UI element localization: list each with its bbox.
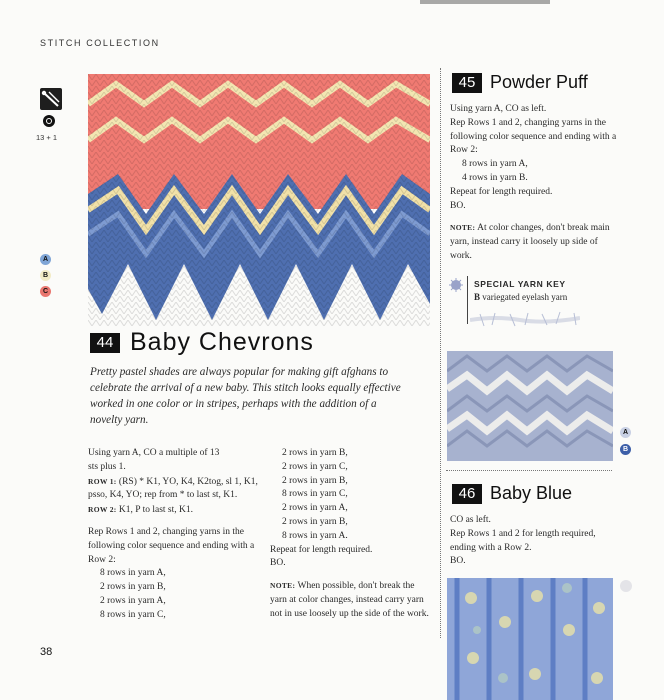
section-header: STITCH COLLECTION: [40, 38, 160, 48]
section-divider: [446, 470, 612, 471]
pattern-45-note: [450, 221, 620, 263]
row-1-text: (RS) * K1, YO, K4, K2tog, sl 1, K1, psso, K4, YO; rep from * to last st, K1.: [88, 476, 258, 501]
color-sequence-item: 2 rows in yarn A,: [100, 595, 166, 606]
yarn-key-letter: B: [474, 292, 481, 302]
instruction-line: Rep Rows 1 and 2 for length required, ending with a Row 2.: [450, 528, 596, 553]
pattern-44-left-column: [88, 447, 258, 623]
baby-blue-swatch-photo: [447, 578, 613, 700]
row-1-instruction: [88, 475, 258, 504]
row-2-label: ROW 2:: [88, 505, 117, 515]
yarn-key-desc: variegated eyelash yarn: [482, 292, 568, 302]
color-sequence-item: 2 rows in yarn B,: [100, 582, 166, 593]
instruction-line: CO as left.: [450, 515, 491, 525]
color-sequence-item: 8 rows in yarn C,: [100, 609, 166, 620]
note-label: NOTE:: [270, 581, 296, 591]
skill-level-icon: [43, 115, 55, 127]
yarn-b-swatch-icon: B: [40, 270, 51, 281]
eyelash-yarn-sample: [470, 308, 580, 330]
color-sequence-item: 8 rows in yarn A,: [100, 568, 166, 579]
yarn-c-swatch-icon: C: [40, 286, 51, 297]
yarn-swatch-icon: [620, 580, 632, 592]
yarn-key-icon: [449, 278, 463, 292]
yarn-b-swatch-icon: B: [620, 444, 631, 455]
note-text: When possible, don't break the yarn at color changes, instead carry yarn not in use loosely up the side of the work.: [270, 581, 429, 619]
yarn-key-rule: [467, 276, 468, 324]
top-edge-mark: [420, 0, 550, 4]
pattern-44-number: 44: [90, 333, 120, 353]
pattern-45-instructions: [450, 103, 620, 264]
color-sequence-item: 2 rows in yarn A,: [282, 503, 348, 514]
baby-chevrons-swatch-photo: [88, 74, 430, 326]
row-2-text: K1, P to last st, K1.: [118, 505, 193, 516]
yarn-key-entry: [474, 292, 567, 302]
repeat-line: Repeat for length required.: [450, 186, 553, 197]
row-2-instruction: [88, 503, 258, 518]
color-sequence-item: 8 rows in yarn A,: [462, 159, 528, 170]
color-sequence-item: 2 rows in yarn C,: [282, 461, 348, 472]
pattern-45-title: Powder Puff: [490, 72, 588, 92]
cast-on-line-2: sts plus 1.: [88, 461, 126, 472]
bind-off-line: BO.: [270, 558, 286, 569]
instruction-line: Rep Rows 1 and 2, changing yarns in the following color sequence and ending with a Row 2:: [450, 117, 617, 156]
pattern-44-intro: Pretty pastel shades are always popular for making gift afghans to celebrate the arrival of a new baby. This stitch looks equally effective worked in one color or in stripes, perhaps with the addition of a novelty yarn.: [90, 366, 401, 426]
color-sequence-item: 2 rows in yarn B,: [282, 516, 348, 527]
knitting-needles-icon: [40, 88, 62, 110]
color-sequence-item: 2 rows in yarn B,: [282, 475, 348, 486]
note-label: NOTE:: [450, 223, 476, 233]
pattern-44-note: [270, 579, 432, 621]
color-sequence-item: 8 rows in yarn A.: [282, 530, 348, 541]
pattern-45-number: 45: [452, 73, 482, 93]
repeat-instruction: Rep Rows 1 and 2, changing yarns in the following color sequence and ending with a Row 2:: [88, 526, 255, 565]
stitch-multiple: 13 + 1: [36, 133, 58, 142]
yarn-a-swatch-icon: A: [620, 427, 631, 438]
repeat-line: Repeat for length required.: [270, 544, 373, 555]
instruction-line: BO.: [450, 556, 466, 567]
yarn-key-title: SPECIAL YARN KEY: [474, 279, 566, 289]
pattern-44-right-column: [270, 447, 432, 622]
yarn-a-swatch-icon: A: [40, 254, 51, 265]
pattern-46-number: 46: [452, 484, 482, 504]
color-sequence-item: 2 rows in yarn B,: [282, 448, 348, 458]
bind-off-line: BO.: [450, 200, 466, 211]
color-sequence-item: 8 rows in yarn C,: [282, 489, 348, 500]
pattern-44-title: Baby Chevrons: [130, 328, 314, 356]
instruction-line: Using yarn A, CO as left.: [450, 104, 547, 114]
page-number: 38: [40, 646, 53, 658]
powder-puff-swatch-photo: [447, 351, 613, 461]
row-1-label: ROW 1:: [88, 476, 117, 486]
column-divider: [440, 68, 442, 638]
pattern-46-instructions: [450, 514, 615, 569]
pattern-46-title: Baby Blue: [490, 483, 573, 503]
color-sequence-item: 4 rows in yarn B.: [462, 172, 528, 183]
note-text: At color changes, don't break main yarn, instead carry it loosely up side of work.: [450, 223, 610, 261]
cast-on-line: Using yarn A, CO a multiple of 13: [88, 448, 220, 458]
